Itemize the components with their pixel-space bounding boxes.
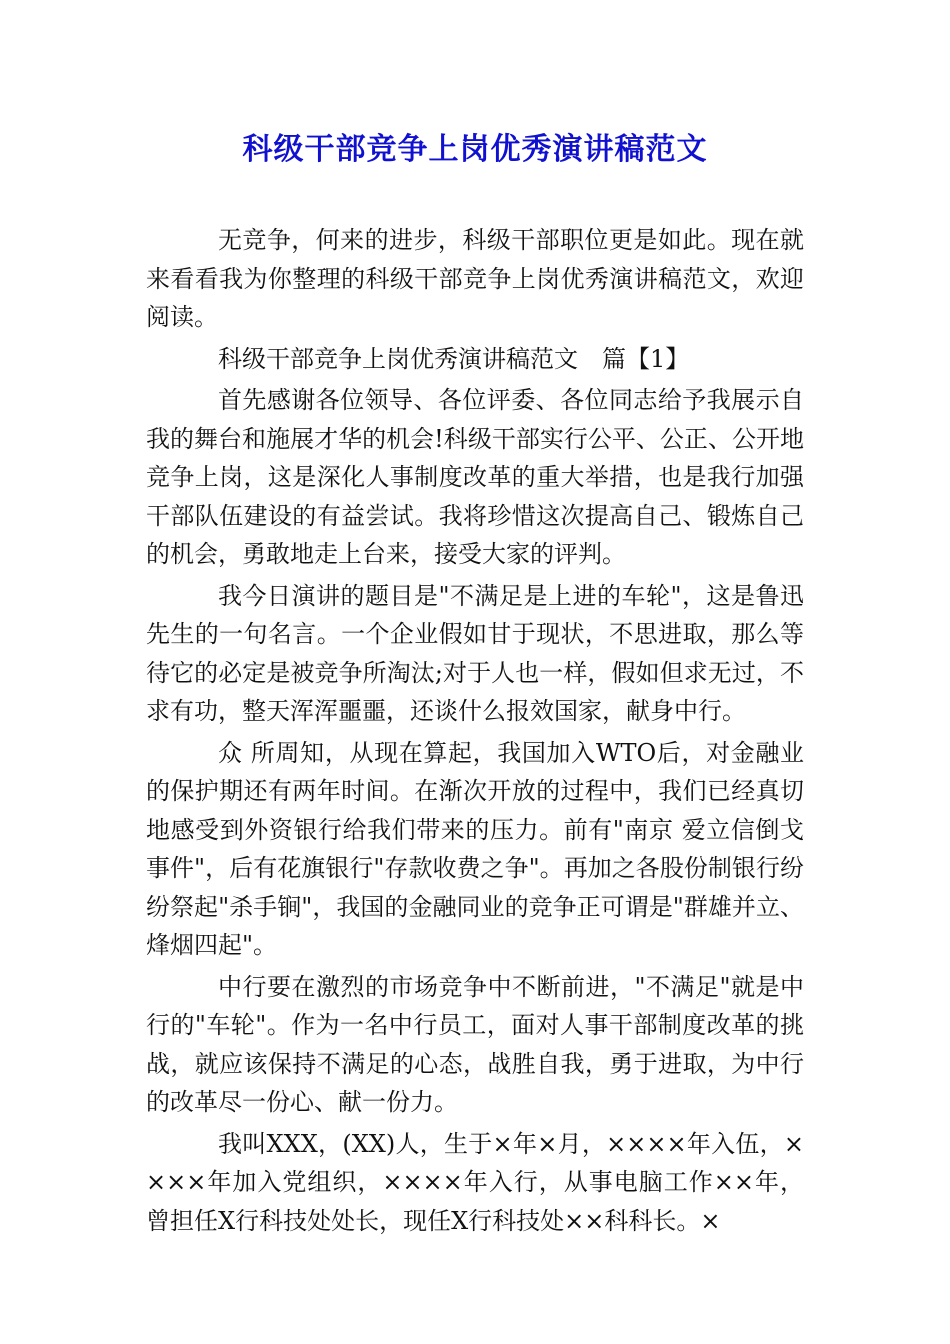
paragraph: 我叫XXX，(XX)人，生于×年×月，××××年入伍，××××年加入党组织，××××年入行，从事电脑工作××年，曾担任X行科技处处长，现任X行科技处××科科长。× <box>146 1129 804 1235</box>
paragraph: 我今日演讲的题目是"不满足是上进的车轮"，这是鲁迅先生的一句名言。一个企业假如甘于现状，不思进取，那么等待它的必定是被竞争所淘汰;对于人也一样，假如但求无过，不求有功，整天浑浑噩噩，还谈什么报效国家，献身中行。 <box>146 581 804 725</box>
paragraph: 首先感谢各位领导、各位评委、各位同志给予我展示自我的舞台和施展才华的机会!科级干部实行公平、公正、公开地竞争上岗，这是深化人事制度改革的重大举措，也是我行加强干部队伍建设的有益尝试。我将珍惜这次提高自己、锻炼自己的机会，勇敢地走上台来，接受大家的评判。 <box>146 386 804 568</box>
document-title: 科级干部竞争上岗优秀演讲稿范文 <box>242 132 708 167</box>
document-body <box>146 221 804 1240</box>
paragraph: 中行要在激烈的市场竞争中不断前进，"不满足"就是中行的"车轮"。作为一名中行员工，面对人事干部制度改革的挑战，就应该保持不满足的心态，战胜自我，勇于进取，为中行的改革尽一份心、献一份力。 <box>146 972 804 1116</box>
paragraph-intro: 无竞争，何来的进步，科级干部职位更是如此。现在就来看看我为你整理的科级干部竞争上岗优秀演讲稿范文，欢迎阅读。 <box>146 226 804 331</box>
paragraph: 众 所周知，从现在算起，我国加入WTO后，对金融业的保护期还有两年时间。在渐次开放的过程中，我们已经真切地感受到外资银行给我们带来的压力。前有"南京 爱立信倒戈事件"，后有花旗银行"存款收费之争"。再加之各股份制银行纷纷祭起"杀手锏"，我国的金融同业的竞争正可谓是"群雄并立、烽烟四起"。 <box>146 738 804 959</box>
section-heading: 科级干部竞争上岗优秀演讲稿范文 篇【1】 <box>218 344 690 373</box>
